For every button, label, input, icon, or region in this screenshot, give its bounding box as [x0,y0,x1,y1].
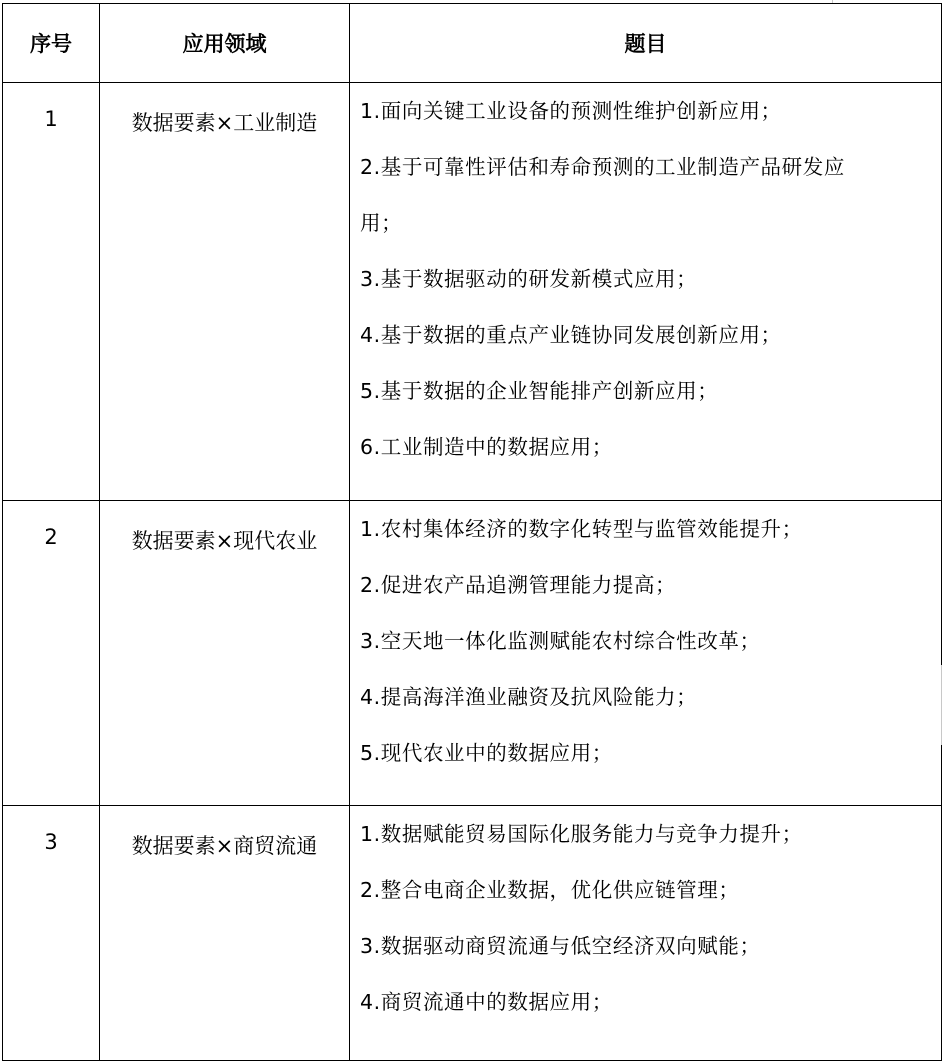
row-index: 3 [3,806,100,1061]
topic-item: 3.基于数据驱动的研发新模式应用； [360,267,698,291]
topics-cell [350,83,942,501]
topic-item: 用； [360,211,403,235]
application-field: 数据要素×商贸流通 [100,806,350,1061]
topic-list [360,806,941,1030]
table-row [3,806,942,1061]
topic-item: 1.面向关键工业设备的预测性维护创新应用； [360,99,782,123]
topic-item: 1.农村集体经济的数字化转型与监管效能提升； [360,517,803,541]
topic-item: 2.整合电商企业数据，优化供应链管理； [360,878,740,902]
table-row [3,83,942,501]
topic-list [360,83,941,475]
page-edge-mark [941,665,942,745]
topics-table [2,3,942,1061]
header-topic: 题目 [350,4,942,83]
topic-item: 5.现代农业中的数据应用； [360,741,613,765]
topic-item: 4.基于数据的重点产业链协同发展创新应用； [360,323,782,347]
topic-item: 3.空天地一体化监测赋能农村综合性改革； [360,629,761,653]
header-field: 应用领域 [100,4,350,83]
topic-item: 1.数据赋能贸易国际化服务能力与竞争力提升； [360,822,803,846]
topic-item: 5.基于数据的企业智能排产创新应用； [360,379,719,403]
topic-item: 4.商贸流通中的数据应用； [360,990,613,1014]
table-header [3,4,942,83]
header-index: 序号 [3,4,100,83]
table-row [3,501,942,806]
topics-cell [350,806,942,1061]
table-body [3,83,942,1061]
topics-cell [350,501,942,806]
application-field: 数据要素×现代农业 [100,501,350,806]
topic-item: 4.提高海洋渔业融资及抗风险能力； [360,685,698,709]
topic-item: 6.工业制造中的数据应用； [360,435,613,459]
header-row [3,4,942,83]
row-index: 1 [3,83,100,501]
topic-item: 2.基于可靠性评估和寿命预测的工业制造产品研发应 [360,155,845,179]
page-edge-mark [832,0,833,3]
topic-list [360,501,941,781]
topic-item: 2.促进农产品追溯管理能力提高； [360,573,677,597]
row-index: 2 [3,501,100,806]
application-field: 数据要素×工业制造 [100,83,350,501]
topic-item: 3.数据驱动商贸流通与低空经济双向赋能； [360,934,761,958]
